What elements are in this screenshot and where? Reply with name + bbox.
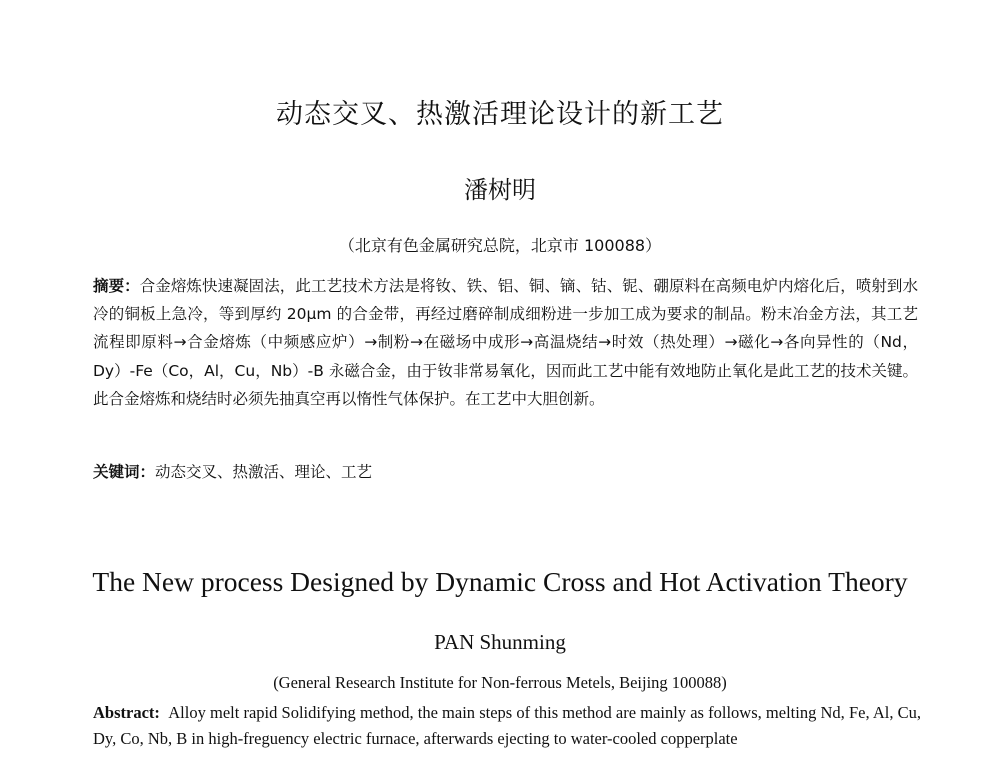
english-title: The New process Designed by Dynamic Cross and Hot Activation Theory [92,566,908,597]
chinese-abstract-text: 合金熔炼快速凝固法，此工艺技术方法是将钕、铁、铝、铜、镝、钴、铌、硼原料在高频电炉内熔化后，喷射到水冷的铜板上急冷，等到厚约 20μm 的合金带，再经过磨碎制成细粉进一步加工成为要求的制品。粉末冶金方法，其工艺流程即原料→合金熔炼（中频感应炉）→制粉→在磁场中成形→高温烧结→时效（热处理）→磁化→各向异性的（Nd，Dy）-Fe（Co，Al，Cu，Nb）-B 永磁合金，由于钕非常易氧化，因而此工艺中能有效地防止氧化是此工艺的技术关键。此合金熔炼和烧结时必须先抽真空再以惰性气体保护。在工艺中大胆创新。 [93,277,918,408]
chinese-abstract [93,272,918,413]
chinese-title: 动态交叉、热激活理论设计的新工艺 [276,99,724,130]
chinese-author: 潘树明 [464,176,536,204]
english-abstract-text: Alloy melt rapid Solidifying method, the main steps of this method are mainly as follows, melting Nd, Fe, Al, Cu, Dy, Co, Nb, B in high-freguency electric furnace, afterwards ejecting to water-cooled copperplate [93,703,921,748]
chinese-abstract-label: 摘要： [93,277,140,295]
chinese-keywords [93,459,918,485]
english-abstract-label: Abstract: [93,703,160,722]
chinese-keywords-text: 动态交叉、热激活、理论、工艺 [155,463,373,481]
english-abstract [93,700,921,752]
english-author: PAN Shunming [434,630,566,654]
english-affiliation: (General Research Institute for Non-ferrous Metels, Beijing 100088) [273,673,727,692]
chinese-keywords-label: 关键词： [93,463,156,481]
chinese-affiliation: （北京有色金属研究总院，北京市 100088） [338,236,662,255]
